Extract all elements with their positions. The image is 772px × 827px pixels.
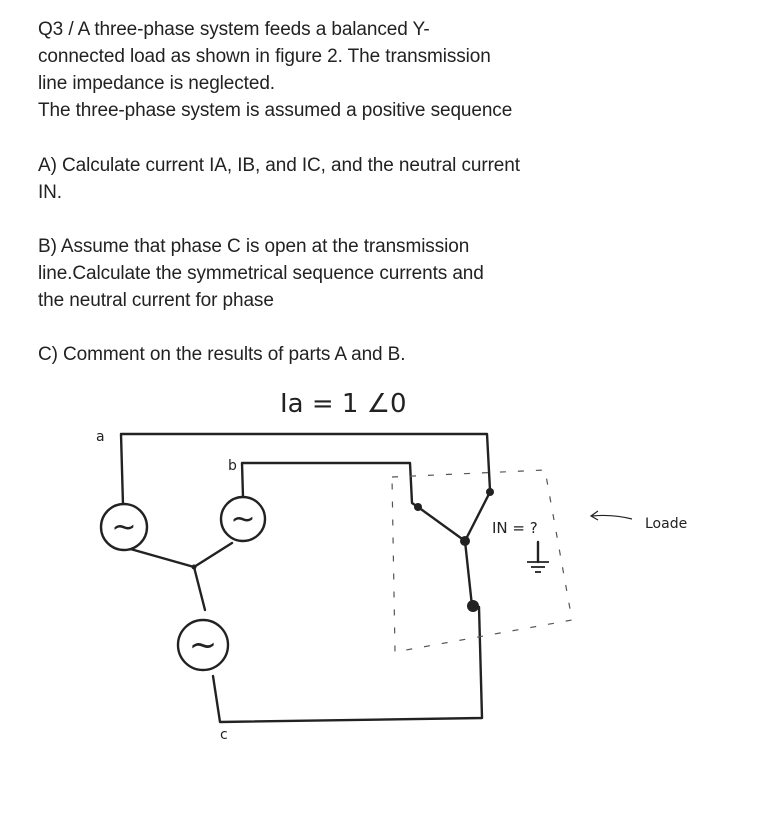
- phase-c-label: c: [220, 727, 228, 743]
- phase-c-wire: [213, 607, 482, 722]
- part-b-line: the neutral current for phase: [38, 290, 274, 311]
- load-boundary: [392, 470, 572, 652]
- node-a: [486, 488, 494, 496]
- part-b-line: B) Assume that phase C is open at the transmission: [38, 236, 470, 257]
- source-c-symbol: ~: [188, 625, 218, 665]
- intro-line: line impedance is neglected.: [38, 73, 275, 94]
- intro-line: Q3 / A three-phase system feeds a balanced Y-: [38, 19, 430, 40]
- phase-a-label: a: [96, 429, 105, 445]
- question-part-b: [38, 233, 558, 314]
- source-b-symbol: ~: [230, 502, 256, 537]
- question-intro: [38, 16, 558, 124]
- intro-line: The three-phase system is assumed a positive sequence: [38, 100, 513, 121]
- node-neutral: [460, 536, 470, 546]
- source-a-symbol: ~: [111, 510, 137, 545]
- question-part-a: [38, 152, 558, 206]
- phase-b-label: b: [228, 458, 237, 474]
- intro-line: connected load as shown in figure 2. The transmission: [38, 46, 491, 67]
- ground-icon: [527, 562, 549, 572]
- phase-a-wire: [121, 434, 490, 505]
- load-label: Loade: [645, 516, 688, 532]
- circuit-figure: [0, 380, 772, 780]
- ia-annotation: Ia = 1 ∠0: [280, 389, 407, 419]
- node-c: [467, 600, 479, 612]
- load-wye-wires: [418, 492, 490, 606]
- part-a-line: A) Calculate current IA, IB, and IC, and the neutral current: [38, 155, 520, 176]
- neutral-current-label: IN = ?: [492, 519, 538, 537]
- part-c-line: C) Comment on the results of parts A and B.: [38, 344, 406, 365]
- source-junction: [192, 565, 197, 570]
- node-b: [414, 503, 422, 511]
- source-neutral-wires: [127, 543, 232, 610]
- load-arrow-icon: [591, 511, 632, 520]
- part-b-line: line.Calculate the symmetrical sequence currents and: [38, 263, 484, 284]
- part-a-line: IN.: [38, 182, 62, 203]
- question-part-c: [38, 341, 558, 368]
